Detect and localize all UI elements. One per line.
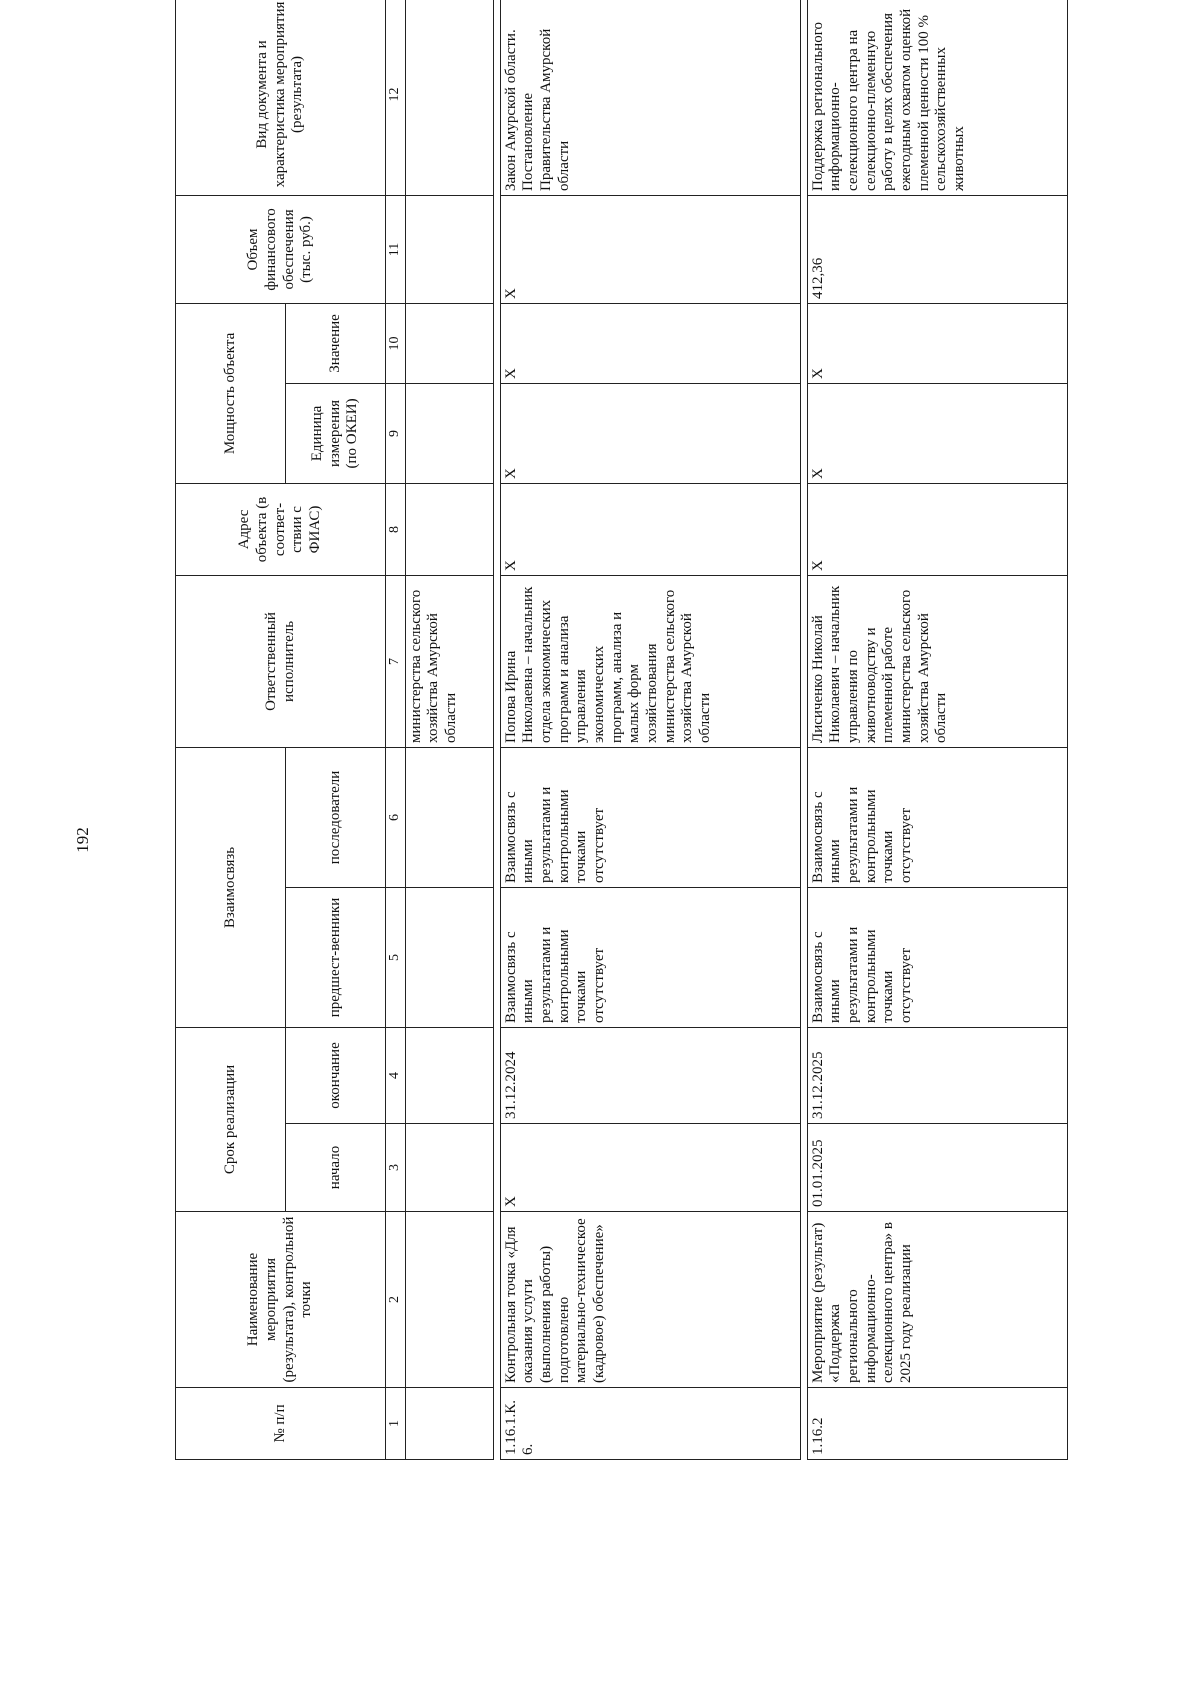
table-row	[405, 0, 493, 1460]
cell-unit: X	[807, 383, 1067, 483]
cell-start	[405, 1124, 493, 1212]
cell-end: 31.12.2025	[807, 1027, 1067, 1123]
cell-doc: Поддержка регионального информационно-селекционного центра на селекционно-племенную работу в целях обеспечения ежегодным охватом оценкой племенной ценности 100 % сельскохозяйственных животных	[807, 0, 1067, 195]
cell-unit	[405, 383, 493, 483]
header-responsible: Ответственный исполнитель	[176, 575, 386, 747]
column-number-row	[386, 0, 406, 1460]
header-unit: Единица измерения (по ОКЕИ)	[286, 383, 386, 483]
cell-value: X	[807, 303, 1067, 383]
col-number: 5	[386, 887, 406, 1027]
cell-no: 1.16.1.К. 6.	[500, 1388, 800, 1460]
col-number: 7	[386, 575, 406, 747]
cell-end	[405, 1027, 493, 1123]
cell-start: 01.01.2025	[807, 1124, 1067, 1212]
col-number: 4	[386, 1027, 406, 1123]
cell-address: X	[500, 483, 800, 575]
header-value: Значение	[286, 303, 386, 383]
header-link-prev: предшест-венники	[286, 887, 386, 1027]
cell-no: 1.16.2	[807, 1388, 1067, 1460]
cell-responsible: министерства сельского хозяйства Амурской области	[405, 575, 493, 747]
cell-value	[405, 303, 493, 383]
cell-name: Мероприятие (результат) «Поддержка регионального информационно-селекционного центра» в 2025 году реализации	[807, 1212, 1067, 1388]
cell-address: X	[807, 483, 1067, 575]
col-number: 11	[386, 195, 406, 303]
cell-doc	[405, 0, 493, 195]
col-number: 8	[386, 483, 406, 575]
header-term-end: окончание	[286, 1027, 386, 1123]
col-number: 10	[386, 303, 406, 383]
cell-responsible: Лисиченко Николай Николаевич – начальник управления по животноводству и племенной работе министерства сельского хозяйства Амурской области	[807, 575, 1067, 747]
header-no: № п/п	[176, 1388, 386, 1460]
table-row	[807, 0, 1067, 1460]
cell-prev: Взаимосвязь с иными результатами и контрольными точками отсутствует	[807, 887, 1067, 1027]
cell-address	[405, 483, 493, 575]
cell-next	[405, 747, 493, 887]
cell-finance: 412,36	[807, 195, 1067, 303]
cell-responsible: Попова Ирина Николаевна – начальник отдела экономических программ и анализа управления экономических программ, анализа и малых форм хозяйствования министерства сельского хозяйства Амурской области	[500, 575, 800, 747]
cell-next: Взаимосвязь с иными результатами и контрольными точками отсутствует	[500, 747, 800, 887]
cell-doc: Закон Амурской области. Постановление Правительства Амурской области	[500, 0, 800, 195]
cell-name	[405, 1212, 493, 1388]
table-row	[500, 0, 800, 1460]
header-term-start: начало	[286, 1124, 386, 1212]
cell-prev: Взаимосвязь с иными результатами и контрольными точками отсутствует	[500, 887, 800, 1027]
header-address: Адрес объекта (в соответ-ствии с ФИАС)	[176, 483, 386, 575]
col-number: 2	[386, 1212, 406, 1388]
header-link-next: последователи	[286, 747, 386, 887]
rotated-table-wrapper	[175, 1, 1175, 1460]
cell-start: X	[500, 1124, 800, 1212]
col-number: 3	[386, 1124, 406, 1212]
cell-prev	[405, 887, 493, 1027]
cell-value: X	[500, 303, 800, 383]
header-name: Наименование мероприятия (результата), контрольной точки	[176, 1212, 386, 1388]
cell-finance	[405, 195, 493, 303]
col-number: 6	[386, 747, 406, 887]
cell-next: Взаимосвязь с иными результатами и контрольными точками отсутствует	[807, 747, 1067, 887]
col-number: 9	[386, 383, 406, 483]
cell-end: 31.12.2024	[500, 1027, 800, 1123]
cell-no	[405, 1388, 493, 1460]
header-capacity: Мощность объекта	[176, 303, 286, 483]
cell-name: Контрольная точка «Для оказания услуги (выполнения работы) подготовлено материально-техническое (кадровое) обеспечение»	[500, 1212, 800, 1388]
col-number: 12	[386, 0, 406, 195]
page-number: 192	[72, 827, 92, 853]
header-doc: Вид документа и характеристика мероприятия (результата)	[176, 0, 386, 195]
cell-unit: X	[500, 383, 800, 483]
cell-finance: X	[500, 195, 800, 303]
col-number: 1	[386, 1388, 406, 1460]
header-link: Взаимосвязь	[176, 747, 286, 1027]
header-term: Срок реализации	[176, 1027, 286, 1211]
activities-table	[175, 0, 1068, 1460]
header-finance: Объем финансового обеспечения (тыс. руб.)	[176, 195, 386, 303]
